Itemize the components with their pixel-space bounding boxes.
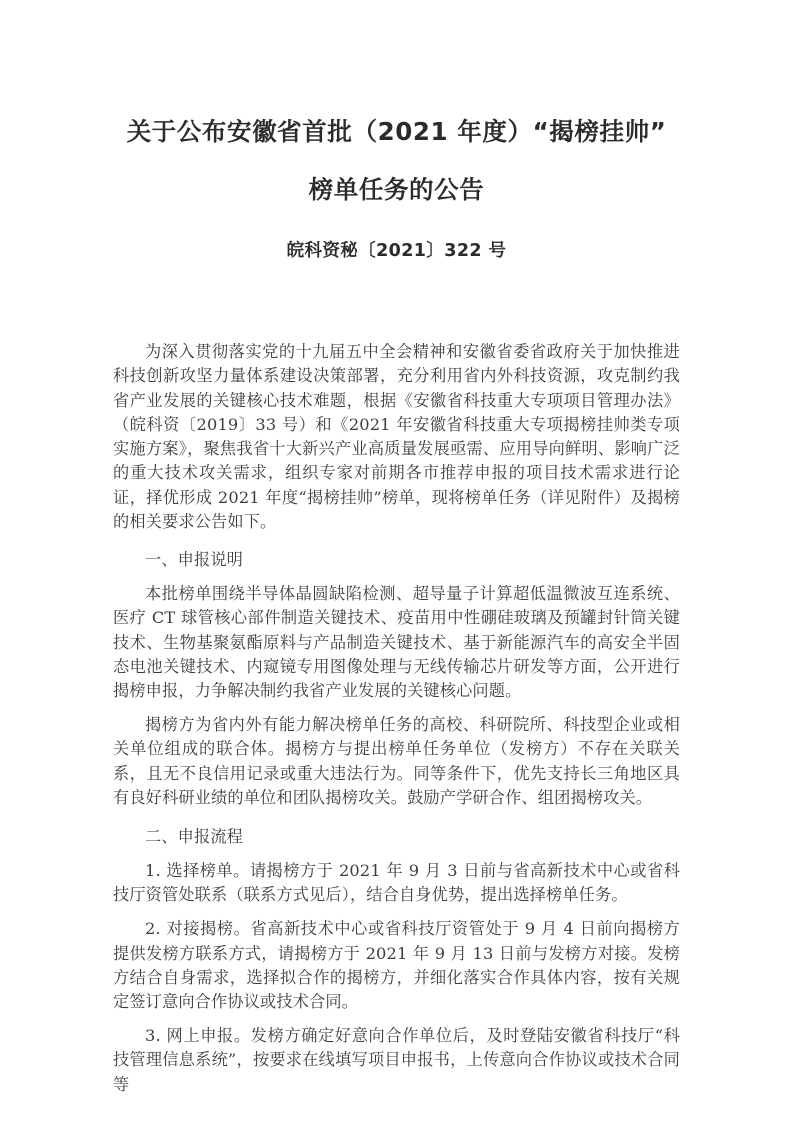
title-block: [0, 0, 793, 266]
section-heading-declaration: 一、申报说明: [145, 549, 244, 569]
process-step-1-paragraph: 1. 选择榜单。请揭榜方于 2021 年 9 月 3 日前与省高新技术中心或省科技厅资管处联系（联系方式见后），结合自身优势，提出选择榜单任务。: [113, 861, 680, 905]
section-heading-process: 二、申报流程: [145, 826, 244, 846]
document-title-line-2: 榜单任务的公告: [308, 175, 485, 204]
document-number: 皖科资秘〔2021〕322 号: [286, 241, 507, 261]
declaration-scope-paragraph: 本批榜单围绕半导体晶圆缺陷检测、超导量子计算超低温微波互连系统、医疗 CT 球管核心部件制造关键技术、疫苗用中性硼硅玻璃及预罐封针筒关键技术、生物基聚氨酯原料与产品制造关键技术、基于新能源汽车的高安全半固态电池关键技术、内窥镜专用图像处理与无线传输芯片研发等方面，公开进行揭榜申报，力争解决制约我省产业发展的关键核心问题。: [113, 584, 680, 701]
document-body: [0, 340, 793, 1097]
document-title-line-1: 关于公布安徽省首批（2021 年度）“揭榜挂帅”: [126, 117, 667, 146]
process-step-2-paragraph: 2. 对接揭榜。省高新技术中心或省科技厅资管处于 9 月 4 日前向揭榜方提供发榜方联系方式，请揭榜方于 2021 年 9 月 13 日前与发榜方对接。发榜方结合自身需求，选择拟合作的揭榜方，并细化落实合作具体内容，按有关规定签订意向合作协议或技术合同。: [113, 919, 680, 1012]
process-step-3-paragraph: 3. 网上申报。发榜方确定好意向合作单位后，及时登陆安徽省科技厅“科技管理信息系统”，按要求在线填写项目申报书，上传意向合作协议或技术合同等: [113, 1025, 680, 1094]
bidder-qualification-paragraph: 揭榜方为省内外有能力解决榜单任务的高校、科研院所、科技型企业或相关单位组成的联合体。揭榜方与提出榜单任务单位（发榜方）不存在关联关系，且无不良信用记录或重大违法行为。同等条件下，优先支持长三角地区具有良好科研业绩的单位和团队揭榜攻关。鼓励产学研合作、组团揭榜攻关。: [113, 715, 680, 808]
intro-paragraph: 为深入贯彻落实党的十九届五中全会精神和安徽省委省政府关于加快推进科技创新攻坚力量体系建设决策部署，充分利用省内外科技资源，攻克制约我省产业发展的关键核心技术难题，根据《安徽省科技重大专项项目管理办法》（皖科资〔2019〕33 号）和《2021 年安徽省科技重大专项揭榜挂帅类专项实施方案》，聚焦我省十大新兴产业高质量发展亟需、应用导向鲜明、影响广泛的重大技术攻关需求，组织专家对前期各市推荐申报的项目技术需求进行论证，择优形成 2021 年度“揭榜挂帅”榜单，现将榜单任务（详见附件）及揭榜的相关要求公告如下。: [113, 342, 680, 532]
